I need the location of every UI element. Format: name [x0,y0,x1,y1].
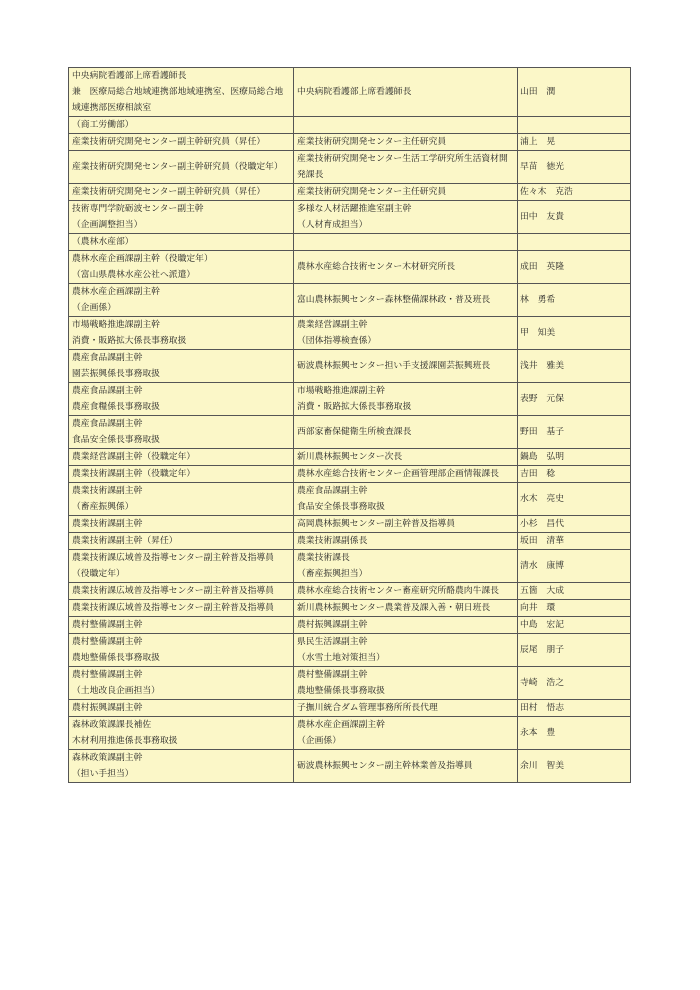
section-header-row [69,234,631,251]
empty-cell [294,234,518,251]
employee-name-cell: 清水 康博 [518,550,631,583]
new-position-cell: 農産食品課副主幹 食品安全係長事務取扱 [294,483,518,516]
previous-position-cell: 農業技術課広域普及指導センター副主幹普及指導員 [69,583,294,600]
employee-name-cell: 永本 豊 [518,717,631,750]
new-position-cell: 産業技術研究開発センター生活工学研究所生活資材開発課長 [294,151,518,184]
employee-name-cell: 水木 亮史 [518,483,631,516]
table-row [69,416,631,449]
previous-position-cell: 市場戦略推進課副主幹 消費・販路拡大係長事務取扱 [69,317,294,350]
employee-name-cell: 浦上 晃 [518,134,631,151]
previous-position-cell: 産業技術研究開発センター副主幹研究員（昇任） [69,184,294,201]
empty-cell [294,117,518,134]
new-position-cell: 農林水産総合技術センター木材研究所長 [294,251,518,284]
new-position-cell: 農林水産総合技術センター畜産研究所酪農肉牛課長 [294,583,518,600]
new-position-cell: 子撫川統合ダム管理事務所所長代理 [294,700,518,717]
previous-position-cell: 中央病院看護部上席看護師長 兼 医療局総合地域連携部地域連携室、医療局総合地域連携部医療相談室 [69,68,294,117]
new-position-cell: 農林水産企画課副主幹 （企画係） [294,717,518,750]
table-row [69,466,631,483]
employee-name-cell: 田村 悟志 [518,700,631,717]
employee-name-cell: 成田 英隆 [518,251,631,284]
new-position-cell: 農村整備課副主幹 農地整備係長事務取扱 [294,667,518,700]
table-row [69,350,631,383]
table-row [69,483,631,516]
new-position-cell: 農業技術課副係長 [294,533,518,550]
new-position-cell: 農林水産総合技術センター企画管理部企画情報課長 [294,466,518,483]
table-row [69,717,631,750]
new-position-cell: 新川農林振興センター農業普及課入善・朝日班長 [294,600,518,617]
employee-name-cell: 小杉 昌代 [518,516,631,533]
empty-cell [518,117,631,134]
table-row [69,516,631,533]
empty-cell [518,234,631,251]
previous-position-cell: 農村整備課副主幹 （土地改良企画担当） [69,667,294,700]
table-body [69,68,631,783]
previous-position-cell: 農産食品課副主幹 食品安全係長事務取扱 [69,416,294,449]
section-label: （商工労働部） [69,117,294,134]
table-row [69,550,631,583]
previous-position-cell: 農業経営課副主幹（役職定年） [69,449,294,466]
previous-position-cell: 農村整備課副主幹 [69,617,294,634]
employee-name-cell: 野田 基子 [518,416,631,449]
new-position-cell: 中央病院看護部上席看護師長 [294,68,518,117]
new-position-cell: 産業技術研究開発センター主任研究員 [294,184,518,201]
previous-position-cell: 農業技術課広域普及指導センター副主幹普及指導員 [69,600,294,617]
employee-name-cell: 甲 知美 [518,317,631,350]
table-row [69,184,631,201]
new-position-cell: 県民生活課副主幹 （水雪土地対策担当） [294,634,518,667]
new-position-cell: 市場戦略推進課副主幹 消費・販路拡大係長事務取扱 [294,383,518,416]
section-header-row [69,117,631,134]
employee-name-cell: 表野 元保 [518,383,631,416]
new-position-cell: 農業経営課副主幹 （団体指導検査係） [294,317,518,350]
employee-name-cell: 辰尾 朋子 [518,634,631,667]
new-position-cell: 富山農林振興センター森林整備課林政・普及班長 [294,284,518,317]
employee-name-cell: 余川 智美 [518,750,631,783]
new-position-cell: 産業技術研究開発センター主任研究員 [294,134,518,151]
table-row [69,134,631,151]
previous-position-cell: 森林政策課副主幹 （担い手担当） [69,750,294,783]
table-row [69,617,631,634]
table-row [69,284,631,317]
table-row [69,700,631,717]
previous-position-cell: 農業技術課広域普及指導センター副主幹普及指導員（役職定年） [69,550,294,583]
employee-name-cell: 寺崎 浩之 [518,667,631,700]
employee-name-cell: 早苗 徳光 [518,151,631,184]
employee-name-cell: 林 勇希 [518,284,631,317]
previous-position-cell: 農村整備課副主幹 農地整備係長事務取扱 [69,634,294,667]
previous-position-cell: 産業技術研究開発センター副主幹研究員（昇任） [69,134,294,151]
previous-position-cell: 農業技術課副主幹 （畜産振興係） [69,483,294,516]
employee-name-cell: 佐々木 克浩 [518,184,631,201]
previous-position-cell: 農業技術課副主幹 [69,516,294,533]
new-position-cell: 農業技術課長 （畜産振興担当） [294,550,518,583]
table-row [69,667,631,700]
employee-name-cell: 五箇 大成 [518,583,631,600]
previous-position-cell: 農林水産企画課副主幹 （企画係） [69,284,294,317]
new-position-cell: 高岡農林振興センター副主幹普及指導員 [294,516,518,533]
employee-name-cell: 鍋島 弘明 [518,449,631,466]
previous-position-cell: 農産食品課副主幹 園芸振興係長事務取扱 [69,350,294,383]
section-label: （農林水産部） [69,234,294,251]
table-row [69,201,631,234]
previous-position-cell: 農林水産企画課副主幹（役職定年） （富山県農林水産公社へ派遣） [69,251,294,284]
table-row [69,383,631,416]
previous-position-cell: 産業技術研究開発センター副主幹研究員（役職定年） [69,151,294,184]
table-row [69,251,631,284]
table-row [69,449,631,466]
table-row [69,68,631,117]
employee-name-cell: 向井 環 [518,600,631,617]
previous-position-cell: 技術専門学院砺波センター副主幹 （企画調整担当） [69,201,294,234]
employee-name-cell: 浅井 雅美 [518,350,631,383]
table-row [69,750,631,783]
previous-position-cell: 農業技術課副主幹（役職定年） [69,466,294,483]
personnel-transfer-table [68,67,631,783]
new-position-cell: 砺波農林振興センター副主幹林業普及指導員 [294,750,518,783]
table-row [69,533,631,550]
table-row [69,600,631,617]
previous-position-cell: 農産食品課副主幹 農産食糧係長事務取扱 [69,383,294,416]
new-position-cell: 砺波農林振興センター担い手支援課園芸振興班長 [294,350,518,383]
new-position-cell: 新川農林振興センター次長 [294,449,518,466]
new-position-cell: 農村振興課副主幹 [294,617,518,634]
employee-name-cell: 中島 宏記 [518,617,631,634]
table-row [69,583,631,600]
table-row [69,151,631,184]
previous-position-cell: 森林政策課課長補佐 木材利用推進係長事務取扱 [69,717,294,750]
employee-name-cell: 山田 潤 [518,68,631,117]
previous-position-cell: 農村振興課副主幹 [69,700,294,717]
new-position-cell: 多様な人材活躍推進室副主幹 （人材育成担当） [294,201,518,234]
employee-name-cell: 吉田 稔 [518,466,631,483]
previous-position-cell: 農業技術課副主幹（昇任） [69,533,294,550]
employee-name-cell: 坂田 清華 [518,533,631,550]
table-row [69,317,631,350]
table-row [69,634,631,667]
employee-name-cell: 田中 友貴 [518,201,631,234]
new-position-cell: 西部家畜保健衛生所検査課長 [294,416,518,449]
